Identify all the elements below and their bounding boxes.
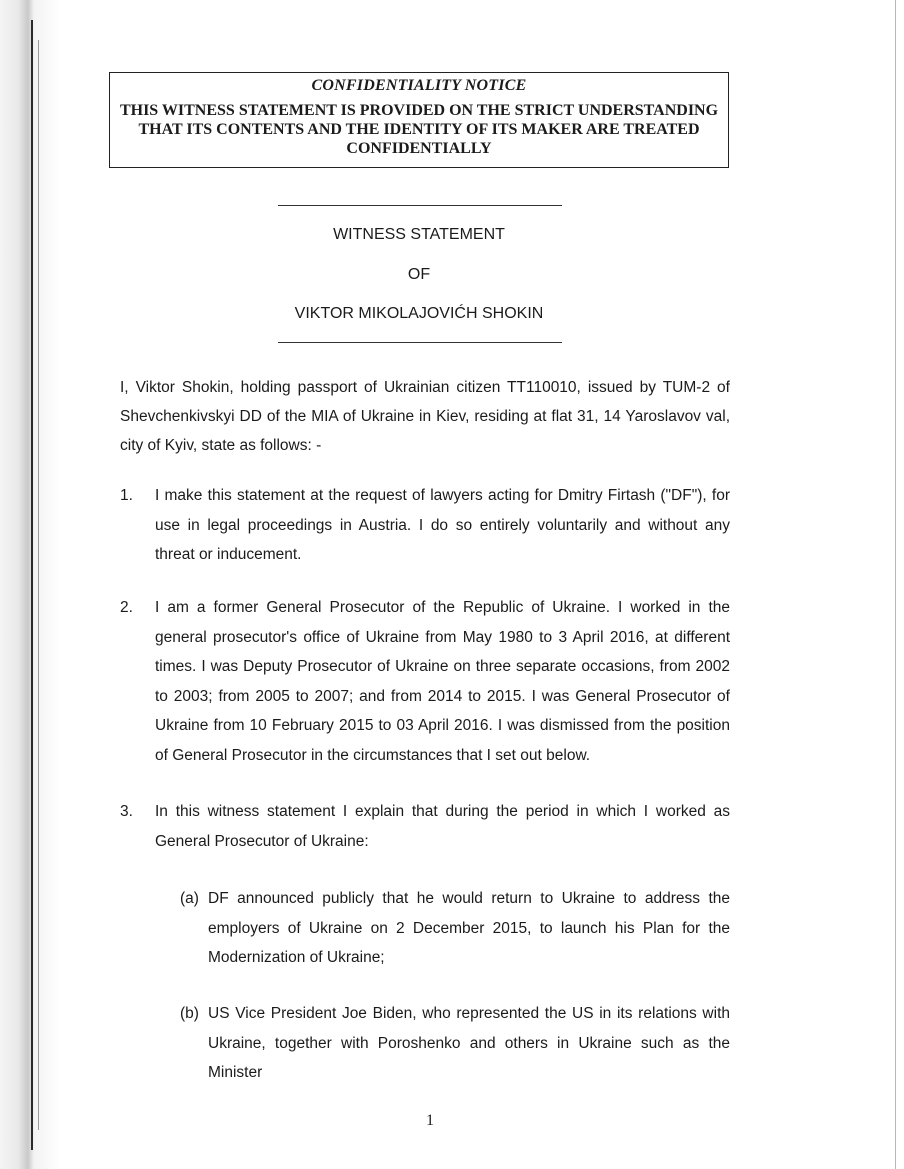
paragraph-text: In this witness statement I explain that during the period in which I worked as General Prosecutor of Ukraine: — [155, 803, 730, 850]
paragraph-number: 1. — [120, 487, 133, 504]
subparagraph-b — [180, 999, 730, 1088]
intro-paragraph: I, Viktor Shokin, holding passport of Ukrainian citizen TT110010, issued by TUM-2 of Shevchenkivskyi DD of the MIA of Ukraine in Kiev, residing at flat 31, 14 Yaroslavov val, city of Kyiv, state as follows: - — [120, 379, 730, 454]
subparagraph-label: (b) — [180, 1005, 199, 1022]
notice-title: CONFIDENTIALITY NOTICE — [311, 77, 527, 94]
confidentiality-notice-box — [109, 72, 729, 168]
paragraph-text: I am a former General Prosecutor of the Republic of Ukraine. I worked in the general prosecutor's office of Ukraine from May 1980 to 3 April 2016, at different times. I was Deputy Prosecutor of Ukraine on three separate occasions, from 2002 to 2003; from 2005 to 2007; and from 2014 to 2015. I was General Prosecutor of Ukraine from 10 February 2015 to 03 April 2016. I was dismissed from the position of General Prosecutor in the circumstances that I set out below. — [155, 599, 730, 764]
paragraph-2 — [120, 593, 730, 770]
paragraph-number: 2. — [120, 599, 133, 616]
paragraph-1 — [120, 481, 730, 570]
witness-name: VIKTOR MIKOLAJOVIĆH SHOKIN — [294, 305, 544, 322]
page-number: 1 — [426, 1112, 434, 1129]
scan-edge-right — [895, 0, 896, 1169]
scan-shadow-left — [0, 0, 60, 1169]
statement-title-of: OF — [407, 266, 431, 283]
paragraph-text: I make this statement at the request of lawyers acting for Dmitry Firtash ("DF"), for use in legal proceedings in Austria. I do so entirely voluntarily and without any threat or inducement. — [155, 487, 730, 563]
title-rule-top — [278, 205, 562, 206]
paragraph-3 — [120, 797, 730, 856]
scan-binding-line-faint — [38, 40, 39, 1130]
subparagraph-text: US Vice President Joe Biden, who represented the US in its relations with Ukraine, together with Poroshenko and others in Ukraine such as the Minister — [208, 1005, 730, 1081]
scan-binding-line — [31, 20, 33, 1150]
paragraph-number: 3. — [120, 803, 133, 820]
statement-title: WITNESS STATEMENT — [333, 226, 505, 243]
subparagraph-a — [180, 884, 730, 973]
subparagraph-text: DF announced publicly that he would return to Ukraine to address the employers of Ukraine on 2 December 2015, to launch his Plan for the Modernization of Ukraine; — [208, 890, 730, 966]
notice-body: THIS WITNESS STATEMENT IS PROVIDED ON THE STRICT UNDERSTANDING THAT ITS CONTENTS AND THE IDENTITY OF ITS MAKER ARE TREATED CONFIDENTIALLY — [119, 102, 719, 157]
subparagraph-label: (a) — [180, 890, 199, 907]
title-rule-bottom — [278, 342, 562, 343]
